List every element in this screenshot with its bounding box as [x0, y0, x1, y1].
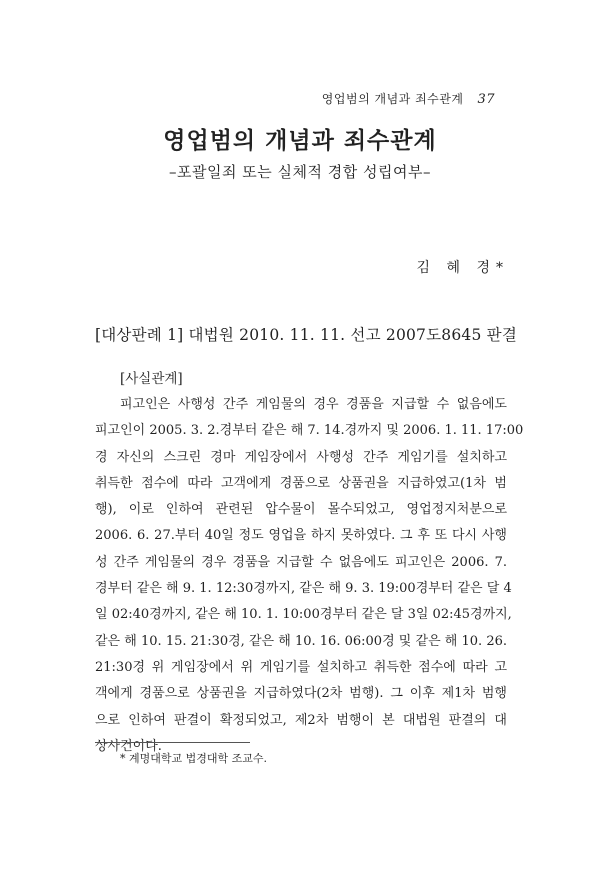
paragraph-line: 성 간주 게임물의 경우 경품을 지급할 수 없음에도 피고인은 2006. 7. [95, 554, 507, 570]
paragraph-line: 같은 해 10. 15. 21:30경, 같은 해 10. 16. 06:00경 및 같은 해 10. 26. [95, 633, 507, 649]
footnote: * 계명대학교 법경대학 조교수. [120, 752, 267, 765]
paragraph-line: 피고인은 사행성 간주 게임물의 경우 경품을 지급할 수 없음에도 [120, 397, 507, 412]
page-number: 37 [477, 92, 495, 107]
paragraph-line: 경 자신의 스크린 경마 게임장에서 사행성 간주 게임기를 설치하고 [95, 449, 507, 465]
paragraph-line: 피고인이 2005. 3. 2.경부터 같은 해 7. 14.경까지 및 2006. 1. 11. 17:00 [95, 423, 524, 439]
paragraph-line: 객에게 경품으로 상품권을 지급하였다(2차 범행). 그 이후 제1차 범행 [95, 686, 507, 702]
footnote-divider [95, 742, 250, 743]
paragraph-line: 행), 이로 인하여 관련된 압수물이 몰수되었고, 영업정지처분으로 [95, 502, 507, 518]
running-head-title: 영업범의 개념과 죄수관계 [321, 92, 464, 106]
facts-section-label: [사실관계] [120, 371, 183, 387]
article-subtitle: –포괄일죄 또는 실체적 경합 성립여부– [169, 163, 431, 181]
facts-paragraph [95, 392, 524, 760]
paragraph-line: 21:30경 위 게임장에서 위 게임기를 설치하고 취득한 점수에 따라 고 [95, 659, 507, 675]
article-title: 영업범의 개념과 죄수관계 [163, 127, 437, 154]
author-name: 김 혜 경* [416, 260, 509, 276]
paragraph-line: 취득한 점수에 따라 고객에게 경품으로 상품권을 지급하였고(1차 범 [95, 475, 507, 491]
paragraph-line: 으로 인하여 판결이 확정되었고, 제2차 범행이 본 대법원 판결의 대 [95, 712, 507, 728]
running-head [322, 90, 495, 107]
case-heading: [대상판례 1] 대법원 2010. 11. 11. 선고 2007도8645 판결 [95, 326, 518, 344]
paragraph-line: 일 02:40경까지, 같은 해 10. 1. 10:00경부터 같은 달 3일 02:45경까지, [95, 607, 512, 623]
paragraph-line: 2006. 6. 27.부터 40일 정도 영업을 하지 못하였다. 그 후 또 다시 사행 [95, 528, 507, 544]
paragraph-line: 상사건이다. [95, 738, 162, 754]
paragraph-line: 경부터 같은 해 9. 1. 12:30경까지, 같은 해 9. 3. 19:00경부터 같은 달 4 [95, 581, 512, 597]
